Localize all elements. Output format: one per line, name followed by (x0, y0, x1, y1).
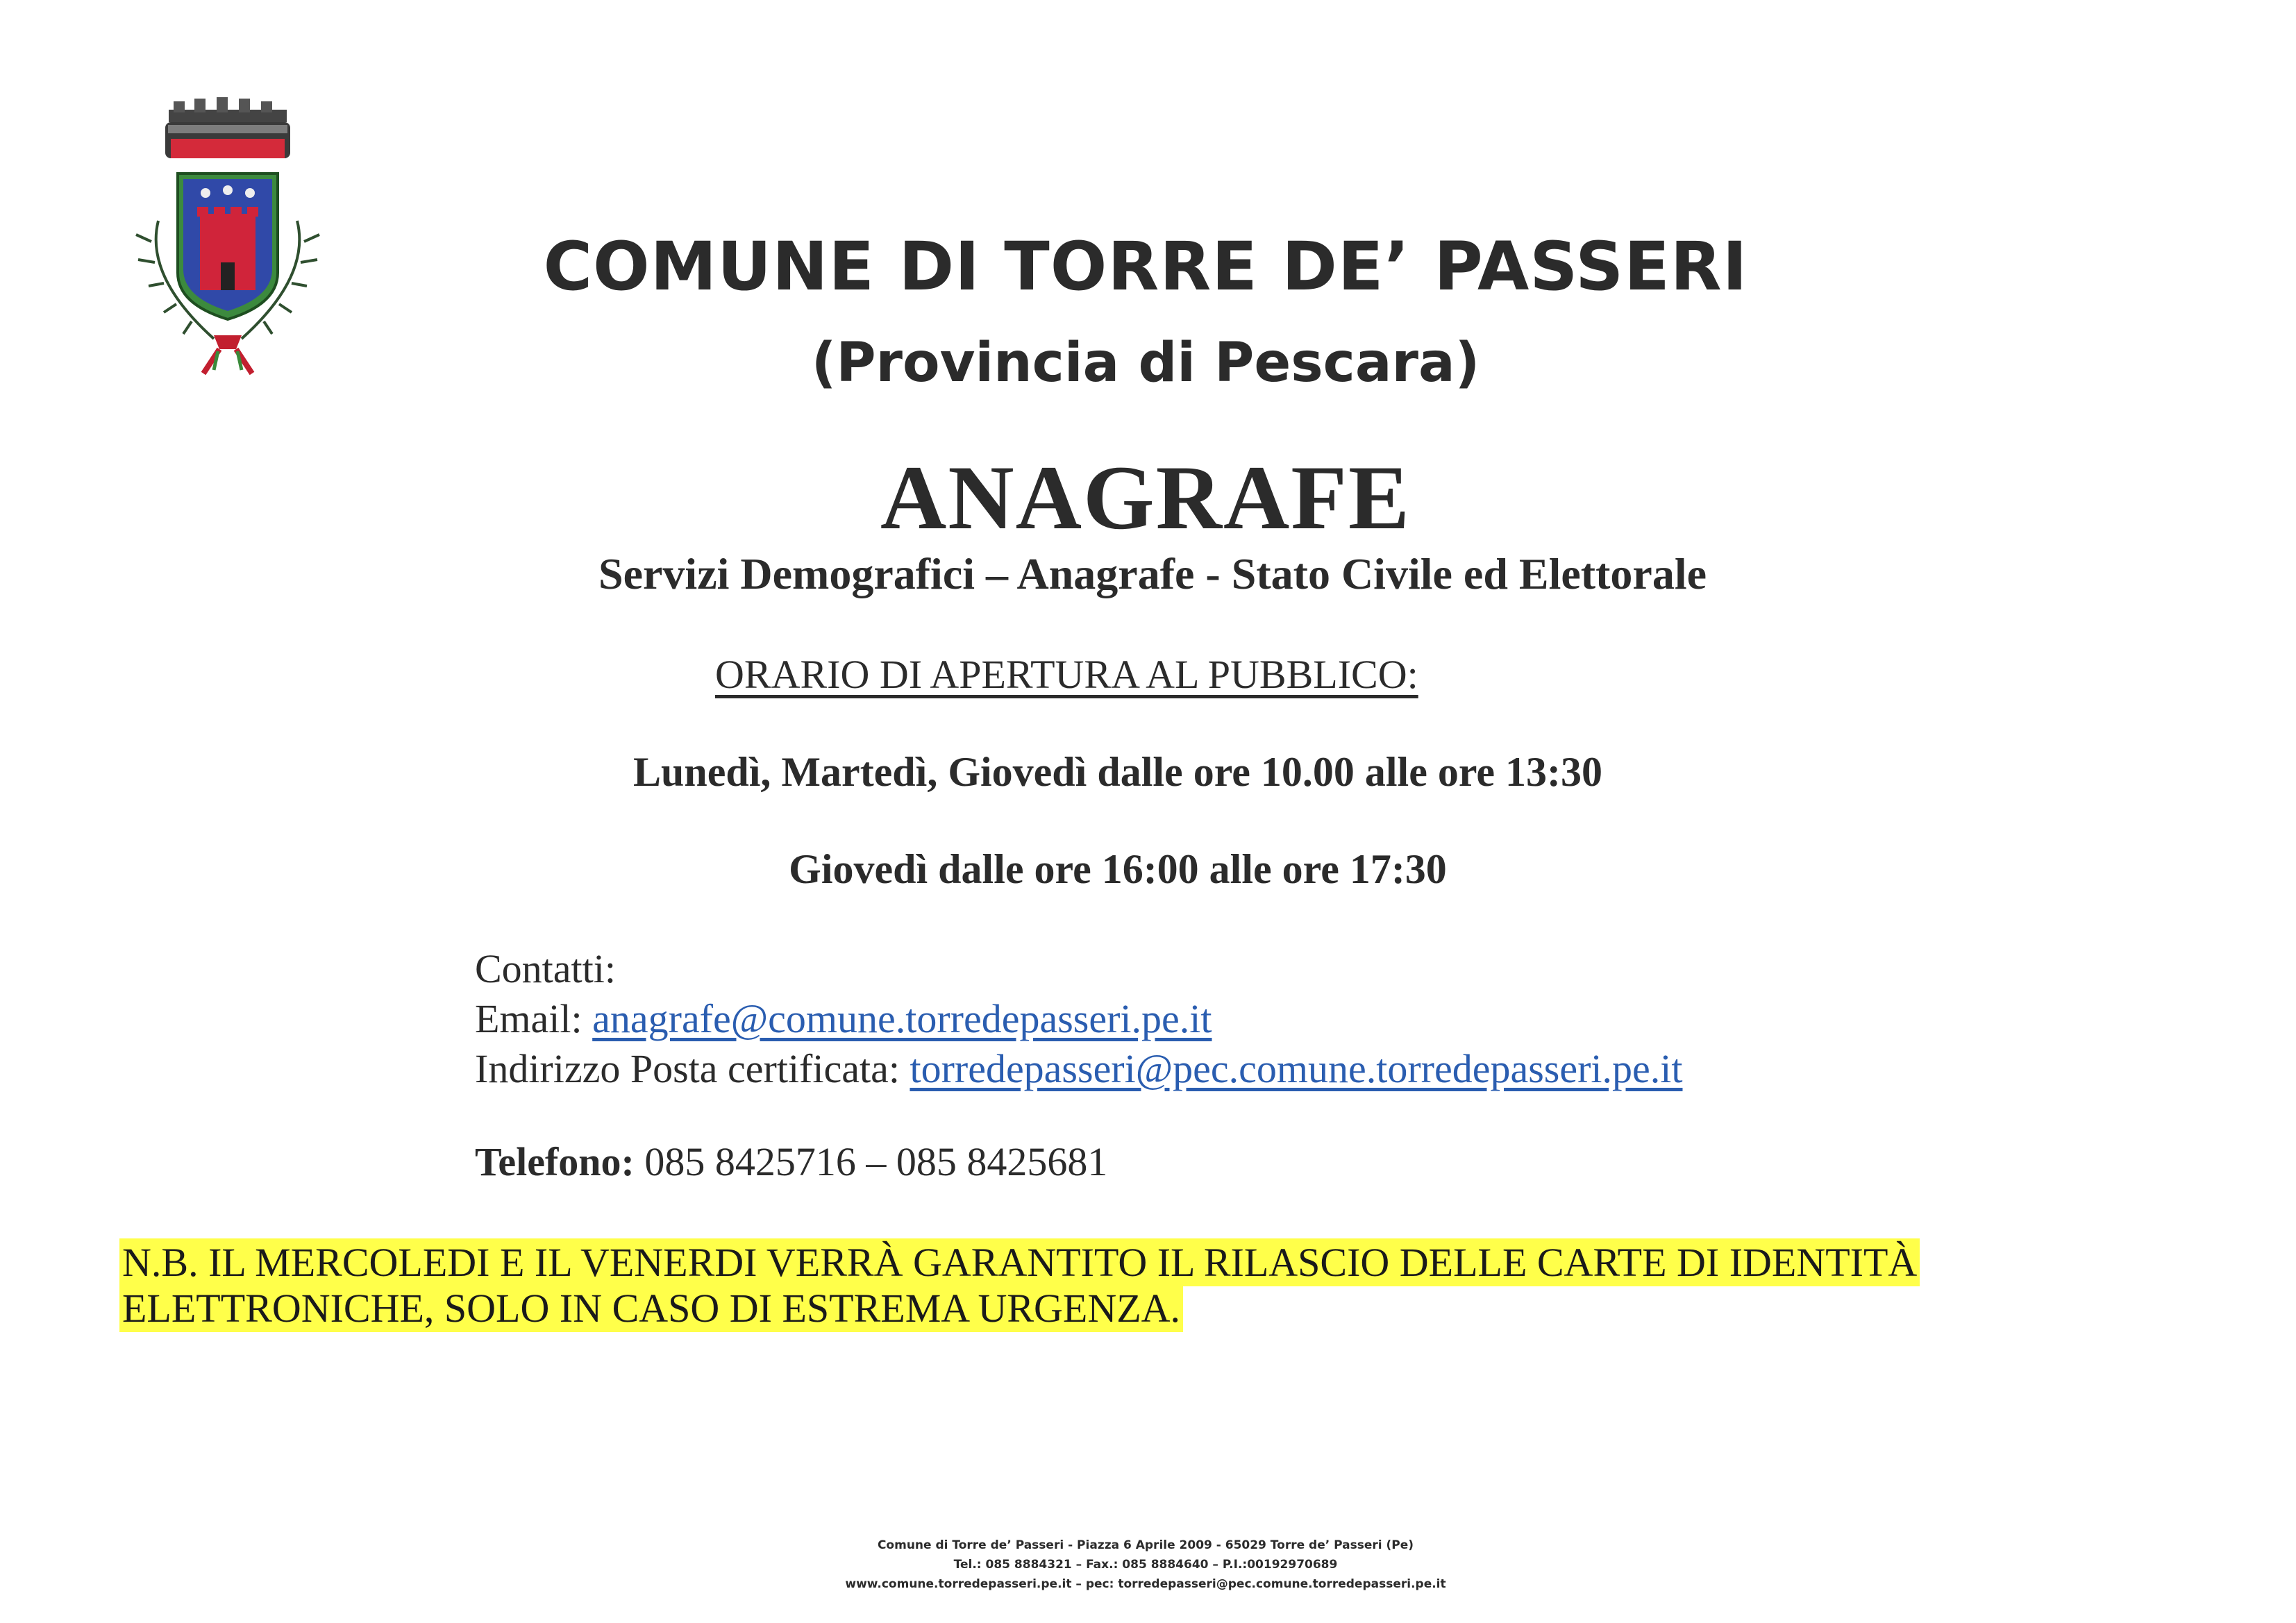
pec-label: Indirizzo Posta certificata: (475, 1046, 910, 1091)
email-row (475, 994, 1683, 1044)
shield-icon (178, 174, 278, 319)
footer (694, 1536, 1597, 1594)
phone-label: Telefono: (475, 1139, 635, 1184)
phone-row (475, 1138, 1107, 1185)
services-subtitle: Servizi Demografici – Anagrafe - Stato Civile ed Elettorale (598, 549, 1707, 598)
footer-phone-fax: Tel.: 085 8884321 – Fax.: 085 8884640 – P.I.:00192970689 (953, 1558, 1338, 1572)
provincia-subtitle: (Provincia di Pescara) (811, 332, 1480, 394)
contacts-block (475, 944, 1683, 1094)
opening-hours-line-2: Giovedì dalle ore 16:00 alle ore 17:30 (789, 846, 1447, 892)
footer-web: www.comune.torredepasseri.pe.it – pec: torredepasseri@pec.comune.torredepasseri.pe.it (845, 1577, 1446, 1591)
crown-icon (165, 97, 290, 158)
office-title: ANAGRAFE (880, 446, 1411, 548)
municipal-crest-icon (117, 96, 339, 380)
urgent-note (119, 1240, 2036, 1331)
opening-hours-line-1: Lunedì, Martedì, Giovedì dalle ore 10.00 alle ore 13:30 (633, 749, 1602, 795)
pec-link[interactable]: torredepasseri@pec.comune.torredepasseri.pe.it (910, 1046, 1683, 1091)
comune-title: COMUNE DI TORRE DE’ PASSERI (543, 228, 1748, 305)
ribbon-icon (203, 335, 252, 373)
urgent-note-text: N.B. IL MERCOLEDI E IL VENERDI VERRÀ GARANTITO IL RILASCIO DELLE CARTE DI IDENTITÀ ELETTRONICHE, SOLO IN CASO DI ESTREMA URGENZA. (119, 1238, 1920, 1332)
footer-address: Comune di Torre de’ Passeri - Piazza 6 Aprile 2009 - 65029 Torre de’ Passeri (Pe) (877, 1538, 1414, 1552)
pec-row (475, 1044, 1683, 1094)
email-label: Email: (475, 996, 593, 1041)
contacts-label: Contatti: (475, 946, 616, 991)
phone-numbers: 085 8425716 – 085 8425681 (634, 1139, 1108, 1184)
email-link[interactable]: anagrafe@comune.torredepasseri.pe.it (592, 996, 1212, 1041)
opening-hours-heading: ORARIO DI APERTURA AL PUBBLICO: (715, 652, 1418, 697)
